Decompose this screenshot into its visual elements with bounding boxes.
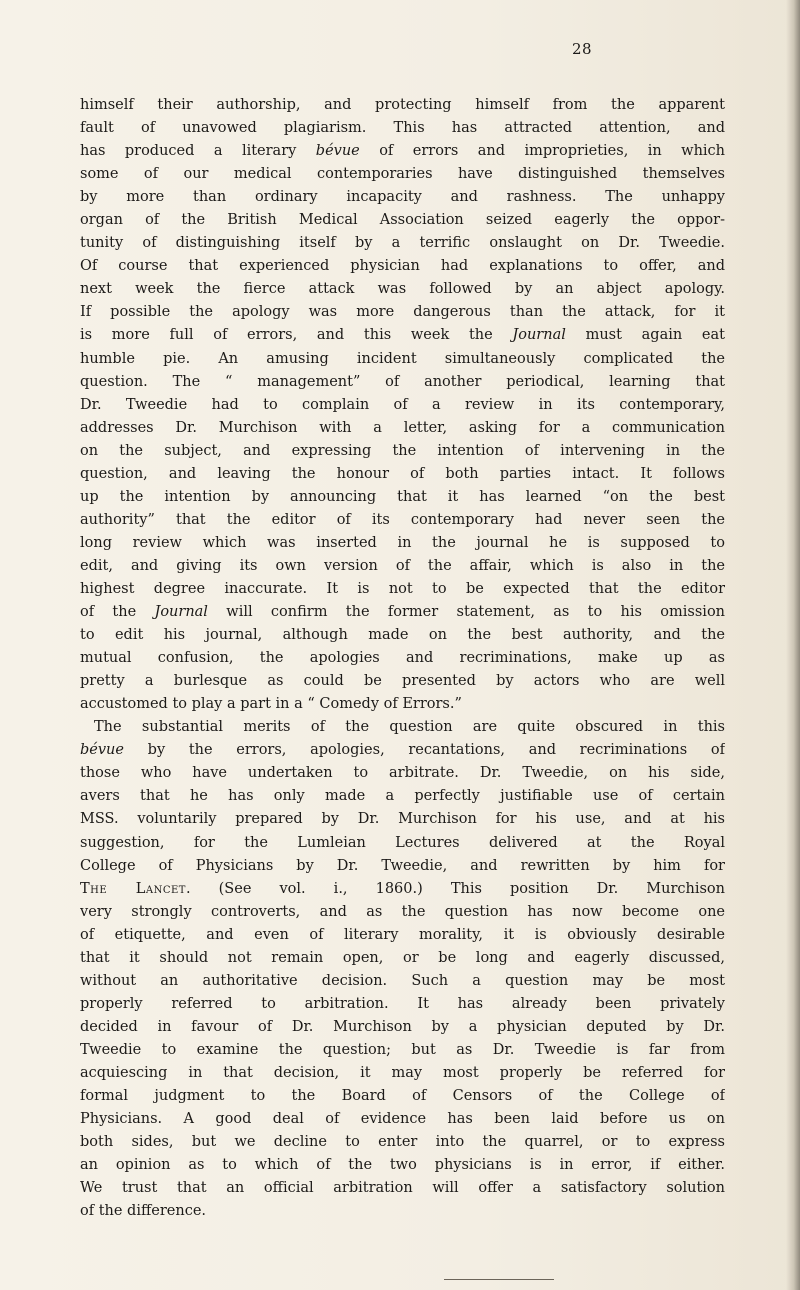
text-line: very strongly controverts, and as the question has now become one [80,903,725,920]
text-line: is more full of errors, and this week the Journal must again eat [80,327,725,344]
text-line: some of our medical contemporaries have distinguished themselves [80,166,725,183]
text-line: Tweedie to examine the question; but as Dr. Tweedie is far from [80,1041,725,1058]
text-line: Of course that experienced physician had explanations to offer, and [80,258,725,275]
text-line: decided in favour of Dr. Murchison by a physician deputed by Dr. [80,1018,725,1035]
paragraph [80,94,725,716]
text-line: of the Journal will confirm the former statement, as to his omission [80,604,725,621]
text-line: We trust that an official arbitration will offer a satisfactory solution [80,1180,725,1197]
text-line: an opinion as to which of the two physicians is in error, if either. [80,1157,725,1174]
text-line: acquiescing in that decision, it may most properly be referred for [80,1064,725,1081]
text-line: If possible the apology was more dangerous than the attack, for it [80,304,725,321]
text-line: long review which was inserted in the journal he is supposed to [80,534,725,551]
text-line: properly referred to arbitration. It has already been privately [80,995,725,1012]
text-line: pretty a burlesque as could be presented by actors who are well [80,673,725,690]
text-line: question, and leaving the honour of both parties intact. It follows [80,465,725,482]
text-line: of the difference. [80,1203,207,1220]
text-line: that it should not remain open, or be long and eagerly discussed, [80,949,725,966]
text-line: on the subject, and expressing the intention of intervening in the [80,442,725,459]
text-line: up the intention by announcing that it has learned “on the best [80,488,725,505]
text-line: authority” that the editor of its contemporary had never seen the [80,511,725,528]
text-line: organ of the British Medical Association seized eagerly the oppor- [80,212,725,229]
text-line: next week the fierce attack was followed by an abject apology. [80,281,725,298]
text-line: mutual confusion, the apologies and recriminations, make up as [80,650,725,667]
body-text [80,94,725,1223]
text-line: has produced a literary bévue of errors and improprieties, in which [80,143,725,160]
text-line: The Lancet. (See vol. i., 1860.) This position Dr. Murchison [80,880,725,897]
closing-rule [444,1279,554,1280]
text-line: suggestion, for the Lumleian Lectures delivered at the Royal [80,834,725,851]
text-line: College of Physicians by Dr. Tweedie, and rewritten by him for [80,857,725,874]
text-line: both sides, but we decline to enter into the quarrel, or to express [80,1134,725,1151]
text-line: bévue by the errors, apologies, recantations, and recriminations of [80,742,725,759]
text-line: formal judgment to the Board of Censors of the College of [80,1088,725,1105]
text-line: humble pie. An amusing incident simultaneously complicated the [80,350,725,367]
text-line: edit, and giving its own version of the affair, which is also in the [80,557,725,574]
text-line: Dr. Tweedie had to complain of a review in its contemporary, [80,396,725,413]
text-line: Physicians. A good deal of evidence has been laid before us on [80,1111,725,1128]
paragraph [80,716,725,1223]
text-line: accustomed to play a part in a “ Comedy of Errors.” [80,696,462,713]
text-line: addresses Dr. Murchison with a letter, asking for a communication [80,419,725,436]
text-line: without an authoritative decision. Such a question may be most [80,972,725,989]
page-edge-shadow [786,0,800,1290]
text-line: question. The “ management” of another periodical, learning that [80,373,725,390]
text-line: avers that he has only made a perfectly justifiable use of certain [80,788,725,805]
text-line: tunity of distinguishing itself by a terrific onslaught on Dr. Tweedie. [80,235,725,252]
text-line: fault of unavowed plagiarism. This has attracted attention, and [80,120,725,137]
text-line: of etiquette, and even of literary morality, it is obviously desirable [80,926,725,943]
page-number: 28 [571,40,593,58]
text-line: The substantial merits of the question are quite obscured in this [94,719,725,736]
text-line: highest degree inaccurate. It is not to be expected that the editor [80,580,725,597]
text-line: by more than ordinary incapacity and rashness. The unhappy [80,189,725,206]
text-line: those who have undertaken to arbitrate. Dr. Tweedie, on his side, [80,765,725,782]
text-line: MSS. voluntarily prepared by Dr. Murchison for his use, and at his [80,811,725,828]
text-line: himself their authorship, and protecting himself from the apparent [80,97,725,113]
text-line: to edit his journal, although made on the best authority, and the [80,627,725,644]
